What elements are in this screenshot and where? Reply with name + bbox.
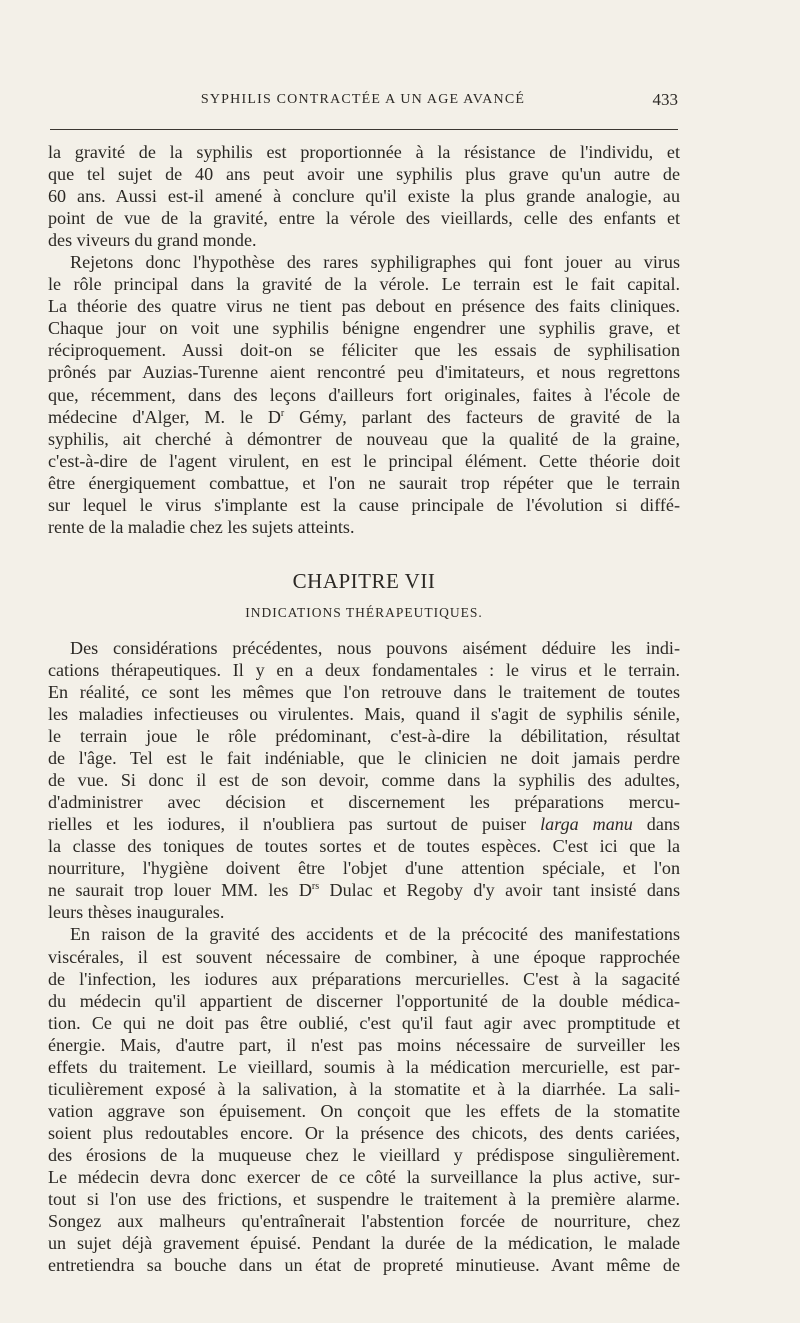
superscript: rs [311, 881, 320, 893]
text-line: sur lequel le virus s'implante est la cause principale de l'évolution si diffé- [48, 494, 680, 515]
text-fragment: rielles et les iodures, il n'oubliera pas surtout de puiser [48, 814, 541, 835]
text-line [48, 406, 680, 428]
text-line [48, 879, 680, 901]
text-line: cations thérapeutiques. Il y en a deux fondamentales : le virus et le terrain. [48, 659, 680, 680]
text-line: viscérales, il est souvent nécessaire de combiner, à une époque rapprochée [48, 946, 680, 967]
page-body [48, 141, 680, 1276]
superscript: r [280, 407, 285, 419]
text-line: du médecin qu'il appartient de discerner l'opportunité de la double médica- [48, 990, 680, 1011]
text-line [48, 813, 680, 835]
page-header [48, 92, 678, 116]
text-line: entretiendra sa bouche dans un état de propreté minutieuse. Avant même de [48, 1255, 680, 1276]
text-line: En raison de la gravité des accidents et de la précocité des manifestations [70, 924, 680, 945]
text-line: point de vue de la gravité, entre la vérole des vieillards, celle des enfants et [48, 208, 680, 229]
text-line: Le médecin devra donc exercer de ce côté la surveillance la plus active, sur- [48, 1166, 680, 1187]
header-rule [50, 129, 678, 130]
text-line: de l'infection, les iodures aux préparations mercurielles. C'est à la sagacité [48, 968, 680, 989]
text-line: Chaque jour on voit une syphilis bénigne engendrer une syphilis grave, et [48, 318, 680, 339]
text-fragment: ne saurait trop louer MM. les D [48, 880, 312, 901]
text-line: la gravité de la syphilis est proportionnée à la résistance de l'individu, et [48, 142, 680, 162]
running-title: SYPHILIS CONTRACTÉE A UN AGE AVANCÉ [200, 92, 526, 107]
text-fragment: dans [632, 814, 680, 835]
text-line: Rejetons donc l'hypothèse des rares syphiligraphes qui font jouer au virus [70, 252, 680, 273]
text-line: que, récemment, dans des leçons d'ailleurs fort originales, faites à l'école de [48, 384, 680, 405]
text-line: En réalité, ce sont les mêmes que l'on retrouve dans le traitement de toutes [48, 681, 680, 702]
text-line: c'est-à-dire de l'agent virulent, en est le principal élément. Cette théorie doit [48, 450, 680, 471]
chapter-title: CHAPITRE VII [292, 568, 436, 593]
text-line: que tel sujet de 40 ans peut avoir une syphilis plus grave qu'un autre de [48, 164, 680, 185]
text-line: vation aggrave son épuisement. On conçoit que les effets de la stomatite [48, 1100, 680, 1121]
text-line: les maladies infectieuses ou virulentes. Mais, quand il s'agit de syphilis sénile, [48, 703, 680, 724]
text-line: La théorie des quatre virus ne tient pas debout en présence des faits cliniques. [48, 296, 680, 317]
text-fragment: Dulac et Regoby d'y avoir tant insisté dans [319, 880, 680, 901]
text-line: Songez aux malheurs qu'entraînerait l'abstention forcée de nourriture, chez [48, 1211, 680, 1232]
text-line: de l'âge. Tel est le fait indéniable, que le clinicien ne doit jamais perdre [48, 748, 680, 769]
text-line: prônés par Auzias-Turenne aient rencontré peu d'imitateurs, et nous regrettons [48, 362, 680, 383]
text-line: 60 ans. Aussi est-il amené à conclure qu'il existe la plus grande analogie, au [48, 186, 680, 207]
text-line: énergie. Mais, d'autre part, il n'est pas moins nécessaire de surveiller les [48, 1034, 680, 1055]
text-line: le rôle principal dans la gravité de la vérole. Le terrain est le fait capital. [48, 274, 680, 295]
text-line: rente de la maladie chez les sujets atteints. [48, 516, 355, 537]
text-line: Des considérations précédentes, nous pouvons aisément déduire les indi- [70, 637, 680, 658]
text-line: nourriture, l'hygiène doivent être l'objet d'une attention spéciale, et l'on [48, 858, 680, 879]
text-line: tion. Ce qui ne doit pas être oublié, c'est qu'il faut agir avec promptitude et [48, 1012, 680, 1033]
italic-phrase: larga manu [540, 814, 633, 835]
text-line: tout si l'on use des frictions, et suspendre le traitement à la première alarme. [48, 1189, 680, 1210]
text-line: syphilis, ait cherché à démontrer de nouveau que la qualité de la graine, [48, 428, 680, 449]
text-line: d'administrer avec décision et discernement les préparations mercu- [48, 792, 680, 813]
text-line: de vue. Si donc il est de son devoir, comme dans la syphilis des adultes, [48, 770, 680, 791]
text-fragment: médecine d'Alger, M. le D [48, 406, 281, 427]
text-line: être énergiquement combattue, et l'on ne saurait trop répéter que le terrain [48, 472, 680, 493]
text-line: des viveurs du grand monde. [48, 230, 257, 251]
page-number: 433 [652, 90, 678, 109]
text-line: le terrain joue le rôle prédominant, c'est-à-dire la débilitation, résultat [48, 726, 680, 747]
text-line: la classe des toniques de toutes sortes et de toutes espèces. C'est ici que la [48, 836, 680, 857]
chapter-subtitle: INDICATIONS THÉRAPEUTIQUES. [245, 604, 483, 620]
text-line: des érosions de la muqueuse chez le vieillard y prédispose singulièrement. [48, 1144, 680, 1165]
text-fragment: Gémy, parlant des facteurs de gravité de la [284, 406, 680, 427]
text-line: un sujet déjà gravement épuisé. Pendant la durée de la médication, le malade [48, 1233, 680, 1254]
text-line: leurs thèses inaugurales. [48, 902, 225, 923]
text-line: ticulièrement exposé à la salivation, à la stomatite et à la diarrhée. La sali- [48, 1078, 680, 1099]
text-line: effets du traitement. Le vieillard, soumis à la médication mercurielle, est par- [48, 1056, 680, 1077]
text-line: soient plus redoutables encore. Or la présence des chicots, des dents cariées, [48, 1122, 680, 1143]
text-line: réciproquement. Aussi doit-on se féliciter que les essais de syphilisation [48, 340, 680, 361]
